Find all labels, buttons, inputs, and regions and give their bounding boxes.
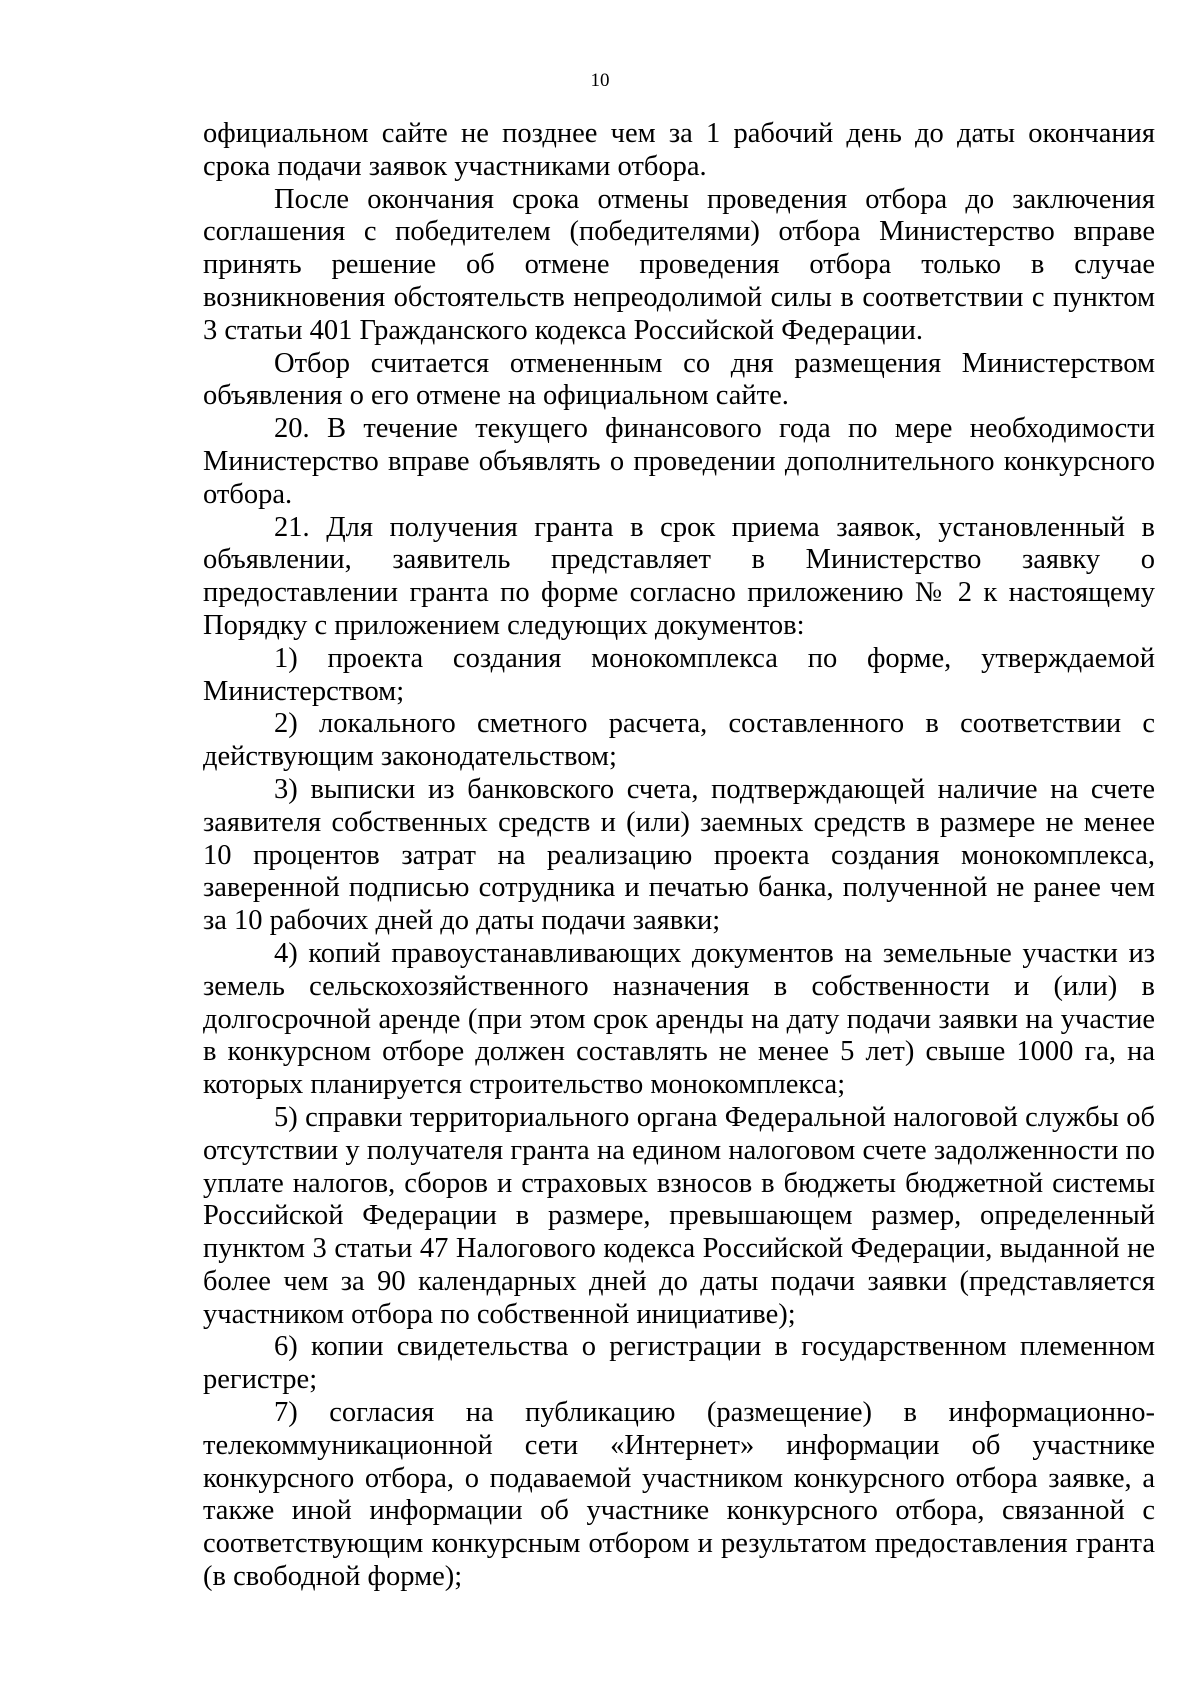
list-item-1: 1) проекта создания монокомплекса по форме, утверждаемой Министерством; <box>203 642 1155 707</box>
document-body <box>203 118 1155 1594</box>
list-item-2: 2) локального сметного расчета, составленного в соответствии с действующим законодательством; <box>203 708 1155 773</box>
paragraph-item-21: 21. Для получения гранта в срок приема заявок, установленный в объявлении, заявитель представляет в Министерство заявку о предоставлении гранта по форме согласно приложению № 2 к настоящему Порядку с приложением следующих документов: <box>203 511 1155 641</box>
list-item-4: 4) копий правоустанавливающих документов на земельные участки из земель сельскохозяйственного назначения в собственности и (или) в долгосрочной аренде (при этом срок аренды на дату подачи заявки на участие в конкурсном отборе должен составлять не менее 5 лет) свыше 1000 га, на которых планируется строительство монокомплекса; <box>203 937 1155 1101</box>
list-item-3: 3) выписки из банковского счета, подтверждающей наличие на счете заявителя собственных средств и (или) заемных средств в размере не менее 10 процентов затрат на реализацию проекта создания монокомплекса, заверенной подписью сотрудника и печатью банка, полученной не ранее чем за 10 рабочих дней до даты подачи заявки; <box>203 773 1155 937</box>
list-item-5: 5) справки территориального органа Федеральной налоговой службы об отсутствии у получателя гранта на едином налоговом счете задолженности по уплате налогов, сборов и страховых взносов в бюджеты бюджетной системы Российской Федерации в размере, превышающем размер, определенный пунктом 3 статьи 47 Налогового кодекса Российской Федерации, выданной не более чем за 90 календарных дней до даты подачи заявки (представляется участником отбора по собственной инициативе); <box>203 1101 1155 1330</box>
page-number: 10 <box>590 70 610 91</box>
paragraph-continuation: официальном сайте не позднее чем за 1 рабочий день до даты окончания срока подачи заявок участниками отбора. <box>203 118 1155 182</box>
paragraph-selection-cancelled: Отбор считается отмененным со дня размещения Министерством объявления о его отмене на официальном сайте. <box>203 347 1155 412</box>
paragraph-item-20: 20. В течение текущего финансового года по мере необходимости Министерство вправе объявлять о проведении дополнительного конкурсного отбора. <box>203 413 1155 510</box>
list-item-7: 7) согласия на публикацию (размещение) в информационно-телекоммуникационной сети «Интернет» информации об участнике конкурсного отбора, о подаваемой участником конкурсного отбора заявке, а также иной информации об участнике конкурсного отбора, связанной с соответствующим конкурсным отбором и результатом предоставления гранта (в свободной форме); <box>203 1397 1155 1593</box>
paragraph-selection-cancellation: После окончания срока отмены проведения отбора до заключения соглашения с победителем (победителями) отбора Министерство вправе принять решение об отмене проведения отбора только в случае возникновения обстоятельств непреодолимой силы в соответствии с пунктом 3 статьи 401 Гражданского кодекса Российской Федерации. <box>203 183 1155 346</box>
list-item-6: 6) копии свидетельства о регистрации в государственном племенном регистре; <box>203 1331 1155 1396</box>
